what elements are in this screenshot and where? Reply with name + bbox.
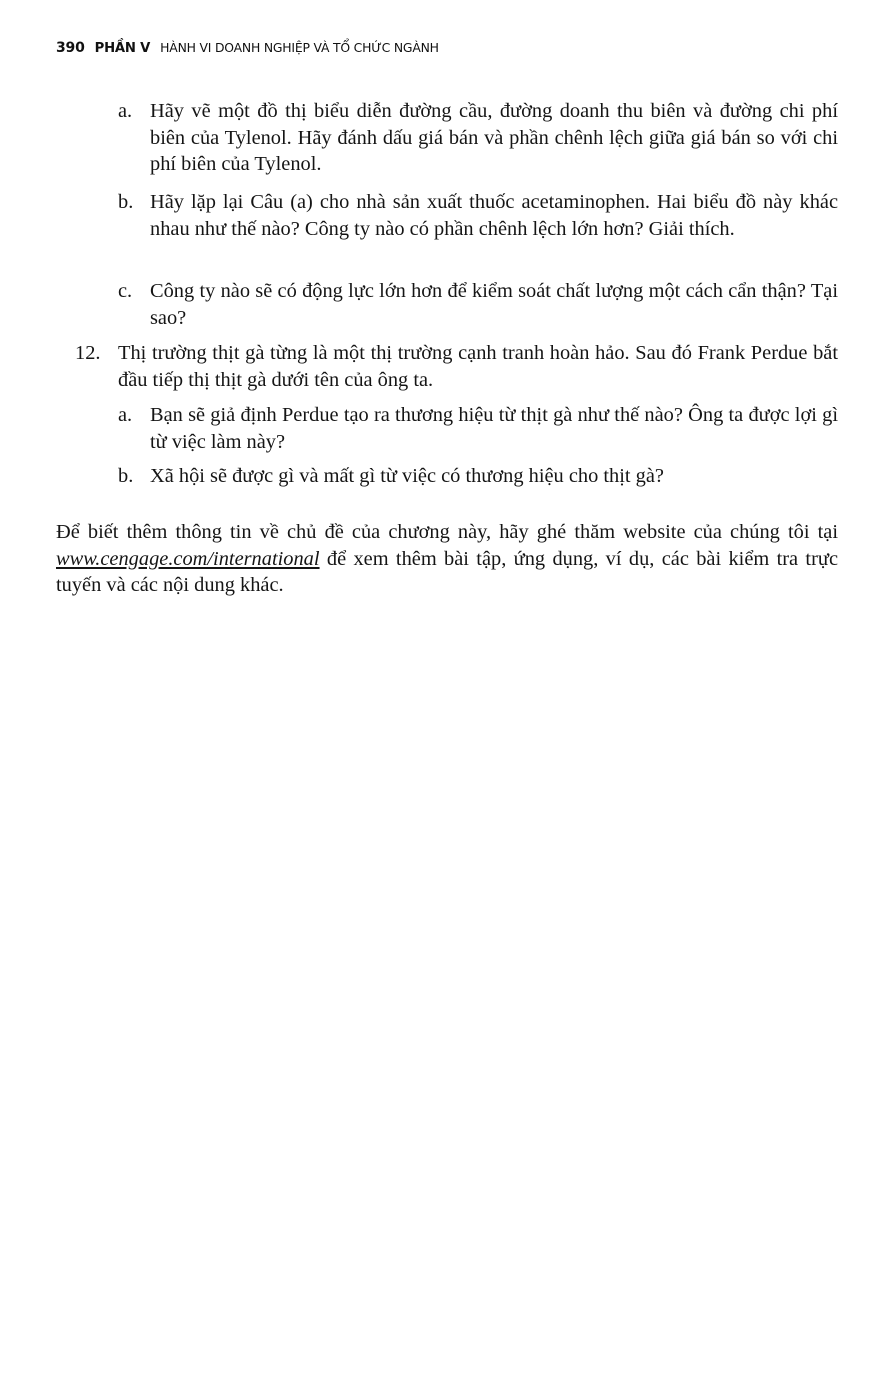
page-number: 390 — [56, 40, 85, 56]
item-text: Hãy vẽ một đồ thị biểu diễn đường cầu, đường doanh thu biên và đường chi phí biên của Tylenol. Hãy đánh dấu giá bán và phần chênh lệch giữa giá bán so với chi phí biên của Tylenol. — [150, 100, 838, 175]
item-marker: c. — [118, 280, 133, 302]
note-text-end: để xem thêm bài tập, ứng dụng, ví dụ, các bài kiểm tra trực tuyến và các nội dung khác. — [56, 547, 838, 596]
item-text: Công ty nào sẽ có động lực lớn hơn để kiểm soát chất lượng một cách cẩn thận? Tại sao? — [150, 280, 838, 329]
question-number: 12. — [75, 342, 101, 364]
chapter-resources-note — [56, 519, 838, 599]
exercise-12-item-b — [118, 463, 838, 490]
item-marker: b. — [118, 191, 134, 213]
exercise-item-b — [118, 189, 838, 242]
note-text-start: Để biết thêm thông tin về chủ đề của chương này, hãy ghé thăm website của chúng tôi tại — [56, 521, 838, 543]
website-link[interactable]: www.cengage.com/international — [56, 547, 320, 570]
exercise-item-c — [118, 278, 838, 331]
item-text: Hãy lặp lại Câu (a) cho nhà sản xuất thuốc acetaminophen. Hai biểu đồ này khác nhau như thế nào? Công ty nào có phần chênh lệch lớn hơn? Giải thích. — [150, 191, 838, 240]
item-text: Bạn sẽ giả định Perdue tạo ra thương hiệu từ thịt gà như thế nào? Ông ta được lợi gì từ việc làm này? — [150, 404, 838, 453]
item-marker: b. — [118, 465, 134, 487]
part-title: HÀNH VI DOANH NGHIỆP VÀ TỔ CHỨC NGÀNH — [160, 40, 439, 55]
item-marker: a. — [118, 404, 133, 426]
exercise-item-a — [118, 98, 838, 178]
item-text: Xã hội sẽ được gì và mất gì từ việc có thương hiệu cho thịt gà? — [150, 465, 664, 487]
exercise-12-item-a — [118, 402, 838, 455]
item-marker: a. — [118, 100, 133, 122]
running-header — [56, 40, 439, 56]
exercise-12 — [75, 340, 838, 393]
part-label: PHẦN V — [94, 41, 151, 56]
question-text: Thị trường thịt gà từng là một thị trường cạnh tranh hoàn hảo. Sau đó Frank Perdue bắt đầu tiếp thị thịt gà dưới tên của ông ta. — [118, 342, 838, 391]
